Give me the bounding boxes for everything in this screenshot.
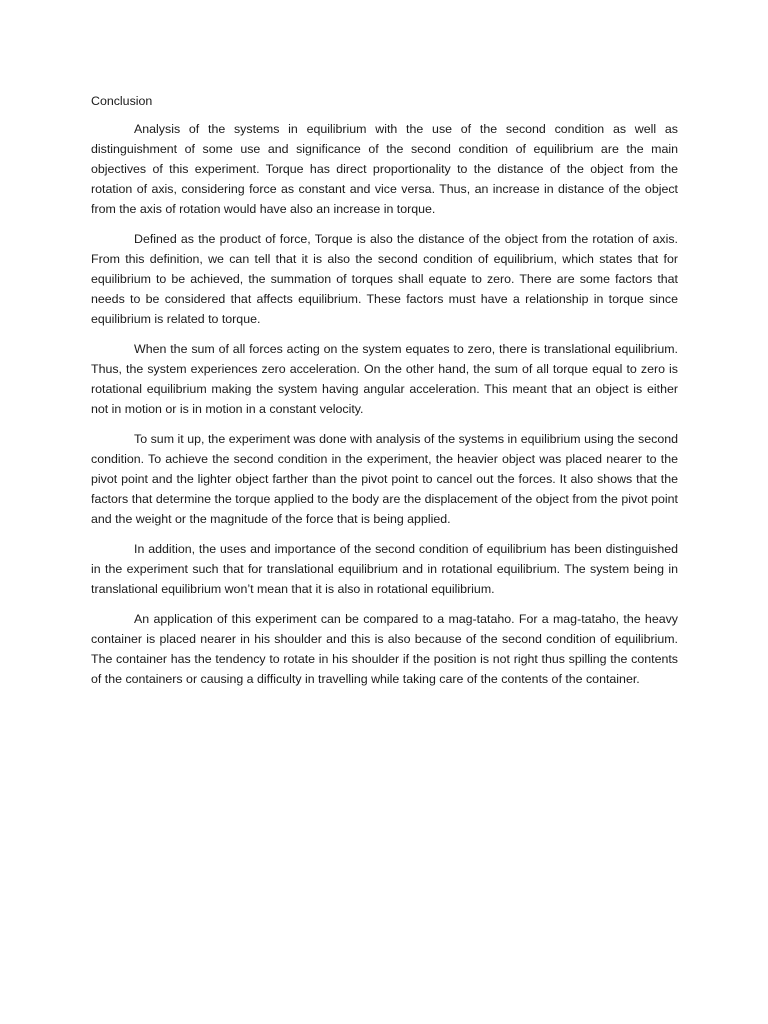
paragraph-6: An application of this experiment can be compared to a mag-tataho. For a mag-tataho, the heavy container is placed nearer in his shoulder and this is also because of the second condition of equilibrium. The container has the tendency to rotate in his shoulder if the position is not right thus spilling the contents of the containers or causing a difficulty in travelling while taking care of the contents of the container. [91, 612, 678, 686]
paragraph-3: When the sum of all forces acting on the system equates to zero, there is translational equilibrium. Thus, the system experiences zero acceleration. On the other hand, the sum of all torque equal to zero is rotational equilibrium making the system having angular acceleration. This meant that an object is either not in motion or is in motion in a constant velocity. [91, 342, 678, 416]
paragraph-1: Analysis of the systems in equilibrium with the use of the second condition as well as distinguishment of some use and significance of the second condition of equilibrium are the main objectives of this experiment. Torque has direct proportionality to the distance of the object from the rotation of axis, considering force as constant and vice versa. Thus, an increase in distance of the object from the axis of rotation would have also an increase in torque. [91, 122, 678, 216]
paragraph-4: To sum it up, the experiment was done with analysis of the systems in equilibrium using the second condition. To achieve the second condition in the experiment, the heavier object was placed nearer to the pivot point and the lighter object farther than the pivot point to cancel out the forces. It also shows that the factors that determine the torque applied to the body are the displacement of the object from the pivot point and the weight or the magnitude of the force that is being applied. [91, 432, 678, 526]
paragraph-5: In addition, the uses and importance of the second condition of equilibrium has been distinguished in the experiment such that for translational equilibrium and in rotational equilibrium. The system being in translational equilibrium won’t mean that it is also in rotational equilibrium. [91, 542, 678, 596]
paragraph-2: Defined as the product of force, Torque is also the distance of the object from the rotation of axis. From this definition, we can tell that it is also the second condition of equilibrium, which states that for equilibrium to be achieved, the summation of torques shall equate to zero. There are some factors that needs to be considered that affects equilibrium. These factors must have a relationship in torque since equilibrium is related to torque. [91, 232, 678, 326]
section-heading: Conclusion [91, 94, 153, 108]
document-body [91, 91, 678, 699]
